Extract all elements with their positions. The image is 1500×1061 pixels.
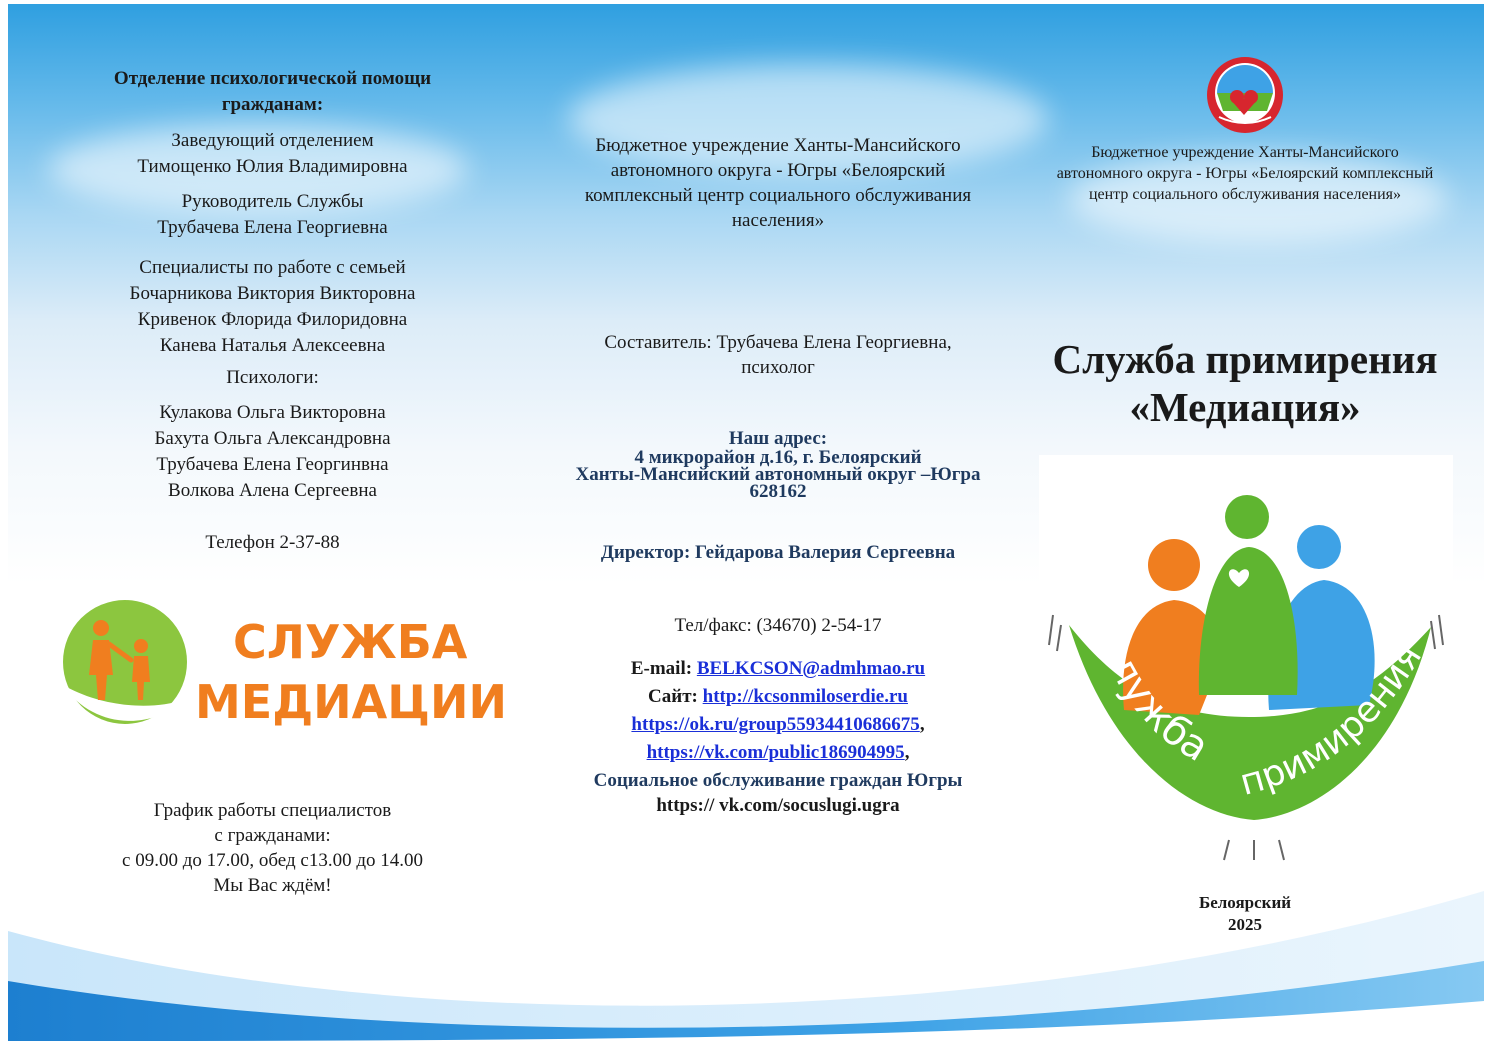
site-link[interactable]: http://kcsonmiloserdie.ru [702,686,908,707]
emblem-icon [1205,55,1285,135]
org-line: Бюджетное учреждение Ханты-Мансийского [1091,144,1399,161]
schedule-block [70,798,475,898]
comma: , [904,742,910,763]
organization-emblem [1205,55,1285,135]
title-line: Служба примирения [1052,336,1438,382]
site-label: Сайт: [648,686,698,707]
org-line: Бюджетное учреждение Ханты-Мансийского [595,135,961,156]
compiler-line: психолог [741,357,815,378]
org-line: центр социального обслуживания населения» [1088,186,1402,203]
address-line: 628162 [749,481,807,502]
org-line: населения» [731,210,825,231]
family-specialist: Кривенок Флорида Филоридовна [137,309,408,330]
title-line: «Медиация» [1129,384,1361,430]
reconciliation-logo-graphic [1039,455,1453,868]
city: Белоярский [1198,893,1292,912]
organization-name-cover [1030,142,1460,205]
psychologists-role: Психологи: [226,367,319,388]
psychologist: Бахута Ольга Александровна [154,428,391,449]
director: Директор: Гейдарова Валерия Сергеевна [600,542,956,563]
psychologist: Трубачева Елена Георгинвна [156,454,389,475]
address-line: Ханты-Мансийский автономный округ –Югра [575,464,981,485]
social-label: Социальное обслуживание граждан Югры [593,770,963,791]
city-year [1030,892,1460,936]
family-role: Специалисты по работе с семьей [139,257,406,278]
schedule-line: График работы специалистов [153,800,392,821]
org-line: автономного округа - Югры «Белоярский [610,160,946,181]
department-phone: Телефон 2-37-88 [205,532,340,553]
address-line: 4 микрорайон д.16, г. Белоярский [634,447,922,468]
vk-link[interactable]: https://vk.com/public186904995 [646,742,905,763]
tel-fax: Тел/факс: (34670) 2-54-17 [674,615,882,636]
service-role: Руководитель Службы [181,191,364,212]
year: 2025 [1228,915,1262,934]
organization-name [548,133,1008,233]
org-line: комплексный центр социального обслуживания [584,185,972,206]
schedule-line: с гражданами: [214,825,331,846]
logo-word: примирения [1235,637,1431,804]
psychologist: Волкова Алена Сергеевна [168,480,377,501]
schedule-line: с 09.00 до 17.00, обед с13.00 до 14.00 [122,850,423,871]
logo-text-line: МЕДИАЦИИ [195,675,507,729]
ok-link[interactable]: https://ok.ru/group55934410686675 [631,714,920,735]
department-heading: Отделение психологической помощи гражданам: [113,68,432,115]
brochure-title [1030,335,1460,431]
psychologist: Кулакова Ольга Викторовна [159,402,386,423]
address-label: Наш адрес: [728,428,828,449]
logo-word: служба [1089,630,1217,771]
staff-column [70,66,475,556]
email-label: E-mail: [630,658,693,679]
head-role: Заведующий отделением [171,130,374,151]
family-specialist: Бочарникова Виктория Викторовна [129,283,416,304]
compiler-block [548,330,1008,380]
org-line: автономного округа - Югры «Белоярский комплексный [1056,165,1434,182]
logo-text-line: СЛУЖБА [233,615,468,669]
reconciliation-service-logo [1039,455,1453,868]
address-block [548,430,1008,500]
social-link: https:// vk.com/socuslugi.ugra [656,795,900,816]
mediation-service-logo [43,580,508,748]
head-name: Тимощенко Юлия Владимировна [137,156,408,177]
schedule-line: Мы Вас ждём! [213,875,332,896]
email-link[interactable]: BELKCSON@admhmao.ru [696,658,926,679]
contacts-block [548,655,1008,817]
compiler-line: Составитель: Трубачева Елена Георгиевна, [604,332,952,353]
family-specialist: Канева Наталья Алексеевна [159,335,386,356]
comma: , [919,714,925,735]
service-name: Трубачева Елена Георгиевна [157,217,388,238]
mediation-logo-graphic [43,580,508,748]
